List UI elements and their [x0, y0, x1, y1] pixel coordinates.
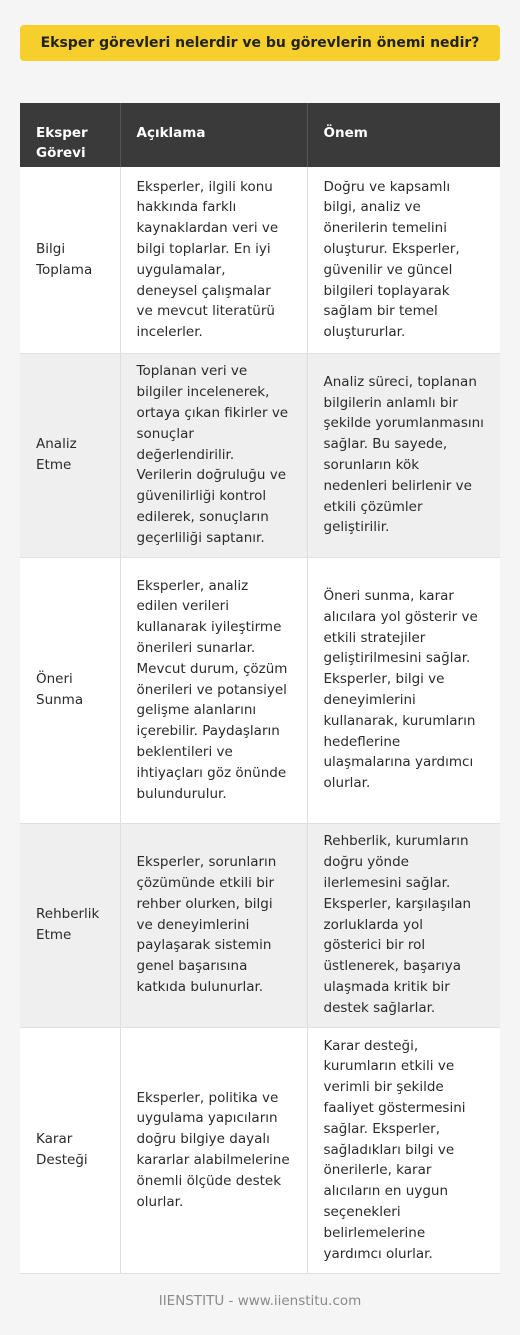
table-row — [20, 823, 500, 1027]
importance-cell: Karar desteği, kurumların etkili ve verimli bir şekilde faaliyet göstermesini sağlar. Eksperler, sağladıkları bilgi ve önerilerle, karar alıcıların en uygun seçenekleri belirlemelerine yardımcı olurlar. — [307, 1027, 500, 1273]
table-row — [20, 353, 500, 557]
importance-cell: Öneri sunma, karar alıcılara yol gösterir ve etkili stratejiler geliştirilmesini sağlar. Eksperler, bilgi ve deneyimlerini kullanarak, kurumların hedeflerine ulaşmalarına yardımcı olurlar. — [307, 557, 500, 823]
importance-cell: Doğru ve kapsamlı bilgi, analiz ve önerilerin temelini oluşturur. Eksperler, güvenilir ve güncel bilgileri toplayarak sağlam bir temel oluştururlar. — [307, 167, 500, 353]
importance-cell: Analiz süreci, toplanan bilgilerin anlamlı bir şekilde yorumlanmasını sağlar. Bu sayede, sorunların kök nedenleri belirlenir ve etkili çözümler geliştirilir. — [307, 353, 500, 557]
header-description: Açıklama — [120, 103, 307, 167]
description-cell: Eksperler, politika ve uygulama yapıcıların doğru bilgiye dayalı kararlar alabilmelerine önemli ölçüde destek olurlar. — [120, 1027, 307, 1273]
table-header-row — [20, 103, 500, 167]
footer-credit: IIENSTITU - www.iienstitu.com — [158, 1293, 362, 1309]
importance-cell: Rehberlik, kurumların doğru yönde ilerlemesini sağlar. Eksperler, karşılaşılan zorluklarda yol gösterici bir rol üstlenerek, başarıya ulaşmada kritik bir destek sağlarlar. — [307, 823, 500, 1027]
task-cell: Rehberlik Etme — [20, 823, 120, 1027]
description-cell: Eksperler, ilgili konu hakkında farklı kaynaklardan veri ve bilgi toplarlar. En iyi uygulamalar, deneysel çalışmalar ve mevcut literatürü incelerler. — [120, 167, 307, 353]
title-banner — [20, 25, 500, 61]
expert-tasks-table — [20, 103, 500, 1274]
task-cell: Öneri Sunma — [20, 557, 120, 823]
description-cell: Toplanan veri ve bilgiler incelenerek, ortaya çıkan fikirler ve sonuçlar değerlendirilir. Verilerin doğruluğu ve güvenilirliği kontrol edilerek, sonuçların geçerliliği saptanır. — [120, 353, 307, 557]
task-cell: Bilgi Toplama — [20, 167, 120, 353]
table-row — [20, 167, 500, 353]
description-cell: Eksperler, analiz edilen verileri kullanarak iyileştirme önerileri sunarlar. Mevcut durum, çözüm önerileri ve potansiyel gelişme alanlarını içerebilir. Paydaşların beklentileri ve ihtiyaçları göz önünde bulundurulur. — [120, 557, 307, 823]
description-cell: Eksperler, sorunların çözümünde etkili bir rehber olurken, bilgi ve deneyimlerini paylaşarak sistemin genel başarısına katkıda bulunurlar. — [120, 823, 307, 1027]
table-row — [20, 557, 500, 823]
task-cell: Karar Desteği — [20, 1027, 120, 1273]
header-task: Eksper Görevi — [20, 103, 120, 167]
task-cell: Analiz Etme — [20, 353, 120, 557]
header-importance: Önem — [307, 103, 500, 167]
page-title: Eksper görevleri nelerdir ve bu görevlerin önemi nedir? — [40, 35, 480, 51]
table-row — [20, 1027, 500, 1273]
